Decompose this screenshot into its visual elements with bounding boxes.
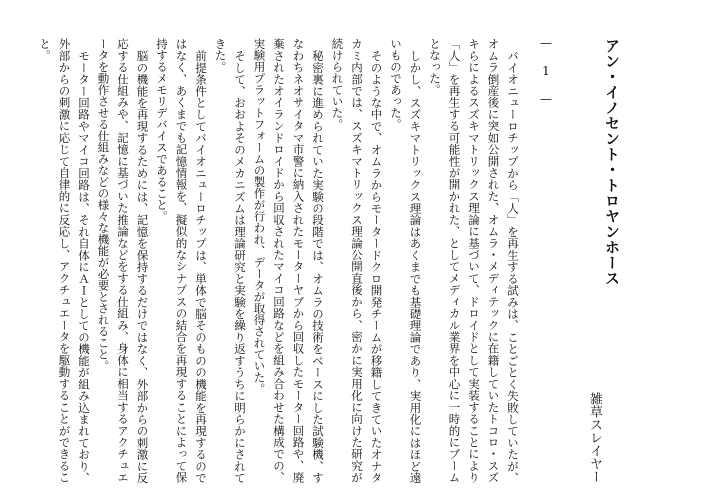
paragraph: しかし、スズキマトリックス理論はあくまでも基礎理論であり、実用化にはほど遠いものであった。 [389, 38, 423, 483]
body-text [35, 38, 523, 483]
author-name: 雑草スレイヤー [587, 392, 602, 483]
story-title: アン・イノセント・トロヤンホース [603, 38, 621, 286]
paragraph: 秘密裏に進められていた実験の段階では、オムラの技術をベースにした試験機、すなわちネオサイタマ市警に納入されたモーターヤブから回収したモーター回路や、廃棄されたオイランドロイドから回収されたマイコ回路などを組み合わせた構成での、実験用プラットフォームの製作が行われ、データが取得されていた。 [252, 38, 325, 483]
paragraph: 脳の機能を再現するためには、記憶を保持するだけではなく、外部からの刺激に反応する仕組みや、記憶に基づいた推論などをする仕組み、身体に相当するアクチュエータを動作させる仕組みなどの様々な機能が必要とされること。 [96, 38, 150, 483]
paragraph: そして、おおよそのメカニズムは理論研究と実験を繰り返すうちに明らかにされてきた。 [213, 38, 247, 484]
paragraph: 前提条件としてバイオニューロチップは、単体で脳そのものの機能を再現するのではなく、あくまでも記憶情報を、擬似的なシナプスの結合を再現することによって保持するメモリデバイスであること。 [155, 38, 208, 483]
paragraph: そのような中で、オムラからモータードクロ開発チームが移籍してきていたオナタカミ内部では、スズキマトリックス理論公開直後から、密かに実用化に向けた研究が続けられていた。 [330, 38, 384, 483]
paragraph: モーター回路やマイコ回路は、それ自体にＡＩとしての機能が組み込まれており、外部からの刺激に応じて自律的に反応し、アクチュエータを駆動することができること。 [38, 38, 91, 484]
page-number: — 1 — [539, 36, 553, 106]
paragraph: バイオニューロチップから「人」を再生する試みは、ことごとく失敗していたが、オムラ倒産後に突如公開された、オムラ・メディテックに在籍していたトコロ・スズキらによるスズキマトリックス理論に基づいて、ドロイドとして実装することにより「人」を再生する可能性が開かれた、としてメディカル業界を中心に一時的にブームとなった。 [428, 38, 520, 484]
